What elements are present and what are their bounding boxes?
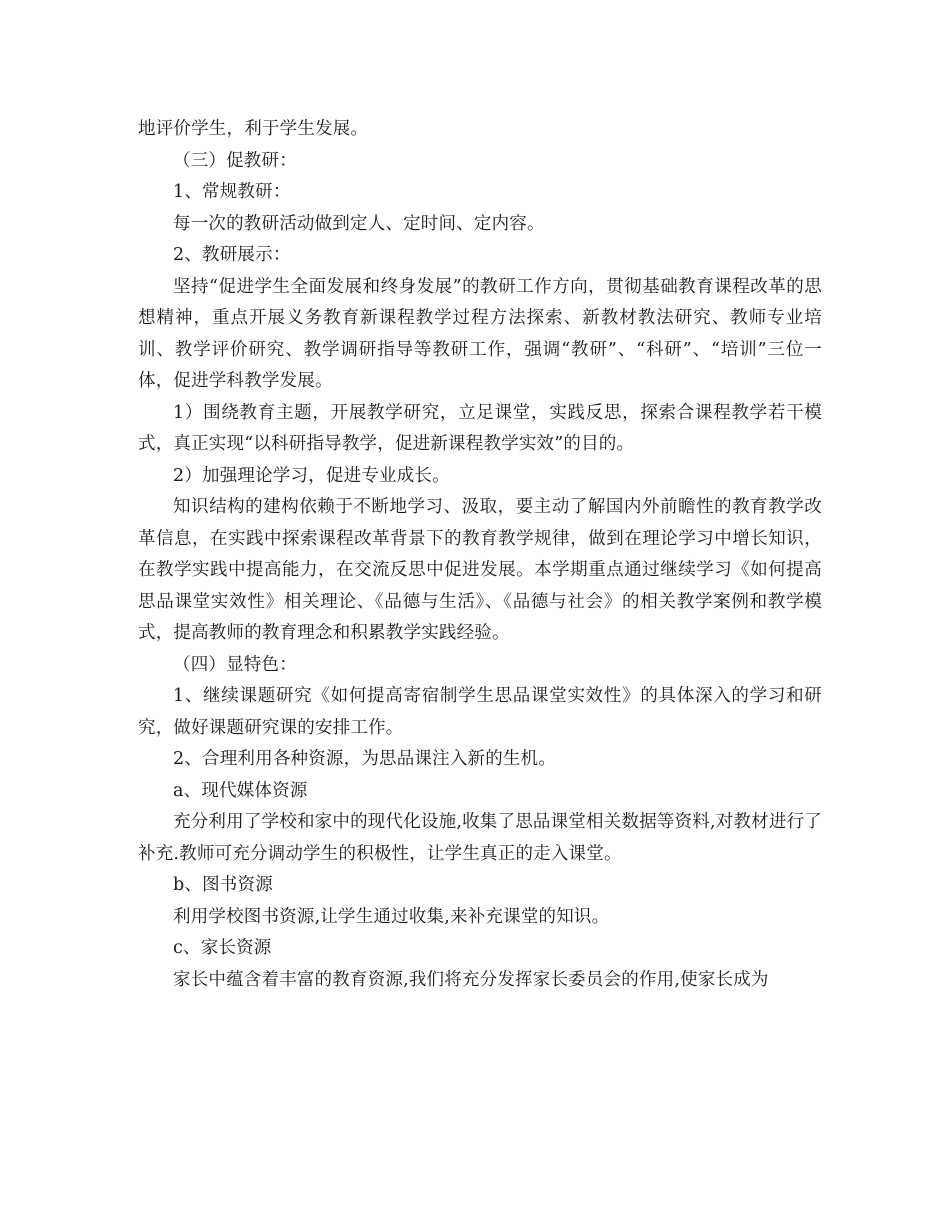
paragraph: 知识结构的建构依赖于不断地学习、汲取，要主动了解国内外前瞻性的教育教学改革信息，在实践中探索课程改革背景下的教育教学规律，做到在理论学习中增长知识，在教学实践中提高能力，在交流反思中促进发展。本学期重点通过继续学习《如何提高思品课堂实效性》相关理论、《品德与生活》、《品德与社会》的相关教学案例和教学模式，提高教师的教育理念和积累教学实践经验。: [138, 497, 822, 643]
subheading-library-resources: b、图书资源: [173, 875, 273, 895]
document-body: [138, 114, 822, 996]
subheading-routine-research: 1、常规教研：: [173, 182, 291, 202]
subheading-research-showcase: 2、教研展示：: [173, 245, 291, 265]
paragraph: 充分利用了学校和家中的现代化设施,收集了思品课堂相关数据等资料,对教材进行了补充.教师可充分调动学生的积极性，让学生真正的走入课堂。: [138, 812, 822, 864]
subheading-media-resources: a、现代媒体资源: [173, 780, 308, 801]
paragraph: 每一次的教研活动做到定人、定时间、定内容。: [173, 213, 545, 234]
list-item: 1）围绕教育主题，开展教学研究，立足课堂，实践反思，探索合课程教学若干模式，真正实现“以科研指导教学，促进新课程教学实效”的目的。: [138, 402, 822, 454]
section-heading-features: （四）显特色：: [173, 654, 297, 675]
list-item: 2、合理利用各种资源，为思品课注入新的生机。: [173, 749, 557, 769]
paragraph: 利用学校图书资源,让学生通过收集,来补充课堂的知识。: [173, 906, 610, 927]
paragraph: 家长中蕴含着丰富的教育资源,我们将充分发挥家长委员会的作用,使家长成为: [173, 969, 769, 990]
list-item: 1、继续课题研究《如何提高寄宿制学生思品课堂实效性》的具体深入的学习和研究，做好课题研究课的安排工作。: [138, 686, 822, 738]
paragraph-continuation: 地评价学生，利于学生发展。: [138, 119, 369, 139]
subheading-parent-resources: c、家长资源: [173, 938, 272, 958]
list-item: 2）加强理论学习，促进专业成长。: [173, 465, 450, 486]
paragraph: 坚持“促进学生全面发展和终身发展”的教研工作方向，贯彻基础教育课程改革的思想精神，重点开展义务教育新课程教学过程方法探索、新教材教法研究、教师专业培训、教学评价研究、教学调研指导等教研工作，强调“教研”、“科研”、“培训”三位一体，促进学科教学发展。: [138, 276, 822, 391]
section-heading-promote-research: （三）促教研：: [173, 150, 297, 171]
